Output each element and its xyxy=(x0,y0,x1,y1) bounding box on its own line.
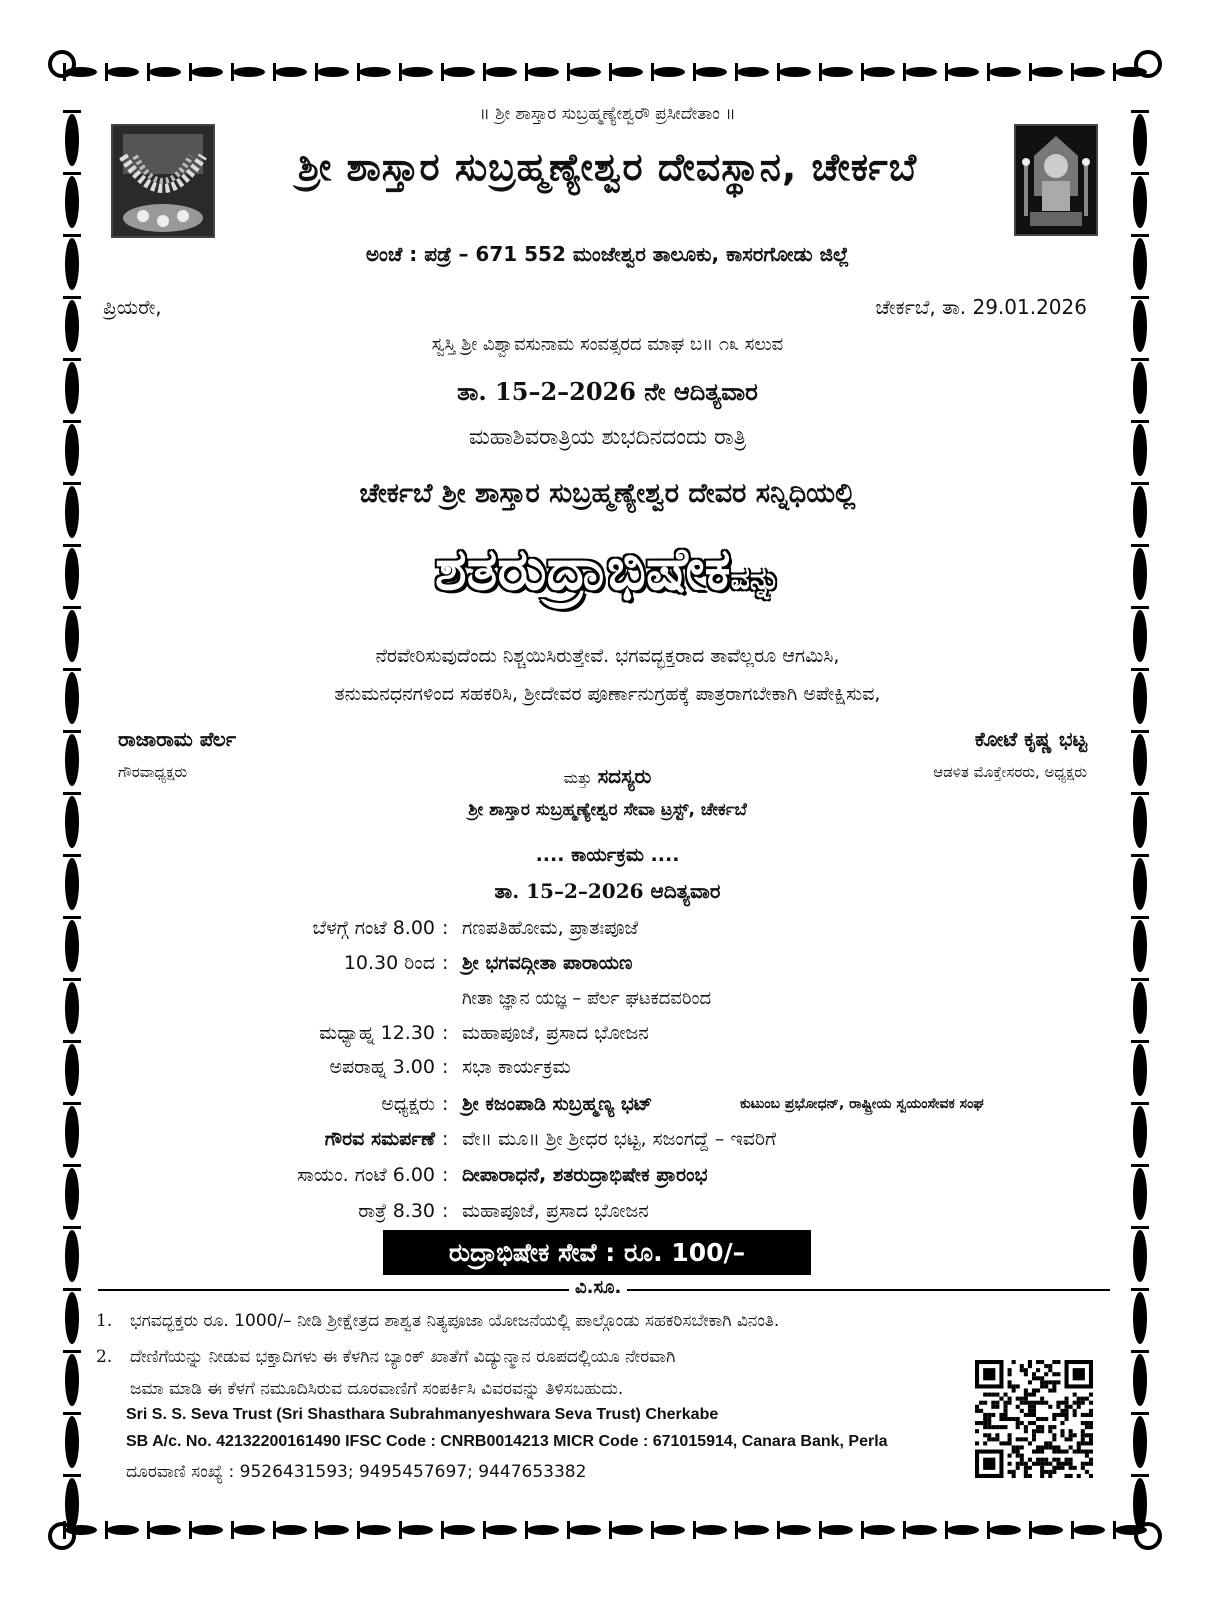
program-description: ಶ್ರೀ ಕಜಂಪಾಡಿ ಸುಬ್ರಹ್ಮಣ್ಯ ಭಟ್ xyxy=(462,1093,653,1115)
program-date: ತಾ. 15–2–2026 ಆದಿತ್ಯವಾರ xyxy=(494,879,721,903)
letter-line-4: ಚೇರ್ಕಬೆ ಶ್ರೀ ಶಾಸ್ತಾರ ಸುಬ್ರಹ್ಮಣ್ಯೇಶ್ವರ ದೇವರ ಸನ್ನಿಧಿಯಲ್ಲಿ xyxy=(359,478,856,509)
seva-fee-box: ರುದ್ರಾಭಿಷೇಕ ಸೇವೆ : ರೂ. 100/– xyxy=(383,1230,811,1275)
program-row xyxy=(100,952,1110,984)
program-heading: .... ಕಾರ್ಯಕ್ರಮ .... xyxy=(535,844,680,866)
program-row xyxy=(100,1022,1110,1054)
program-time: ಸಾಯಂ. ಗಂಟೆ 6.00 xyxy=(297,1164,435,1186)
program-description: ದೀಪಾರಾಧನೆ, ಶತರುದ್ರಾಭಿಷೇಕ ಪ್ರಾರಂಭ xyxy=(462,1164,708,1186)
right-signatory-role: ಆಡಳಿತ ಮೊಕ್ತೇಸರರು, ಅಧ್ಯಕ್ಷರು xyxy=(933,763,1087,781)
program-time: ಗೌರವ ಸಮರ್ಪಣೆ xyxy=(324,1128,435,1150)
note-1: ಭಗವದ್ಭಕ್ತರು ರೂ. 1000/– ನೀಡಿ ಶ್ರೀಕ್ಷೇತ್ರದ ಶಾಶ್ವತ ನಿತ್ಯಪೂಜಾ ಯೋಜನೆಯಲ್ಲಿ ಪಾಲ್ಗೊಂಡು ಸಹಕರಿಸಬೇಕಾಗಿ ವಿನಂತಿ. xyxy=(130,1311,780,1331)
program-row xyxy=(100,917,1110,949)
program-description: ಶ್ರೀ ಭಗವದ್ಗೀತಾ ಪಾರಾಯಣ xyxy=(462,952,633,974)
program-row xyxy=(100,1056,1110,1088)
program-colon: : xyxy=(442,917,449,939)
program-colon: : xyxy=(442,952,449,974)
letter-line-3: ಮಹಾಶಿವರಾತ್ರಿಯ ಶುಭದಿನದಂದು ರಾತ್ರಿ xyxy=(468,425,747,450)
place-date: ಚೇರ್ಕಬೆ, ತಾ. 29.01.2026 xyxy=(875,295,1087,319)
program-colon: : xyxy=(442,1128,449,1150)
members-label: ಸದಸ್ಯರು xyxy=(597,764,652,788)
program-time: ಅಧ್ಯಕ್ಷರು xyxy=(381,1093,435,1115)
temple-name: ಶ್ರೀ ಶಾಸ್ತಾರ ಸುಬ್ರಹ್ಮಣ್ಯೇಶ್ವರ ದೇವಸ್ಥಾನ, ಚೇರ್ಕಬೆ xyxy=(297,145,918,189)
program-row xyxy=(100,988,1110,1020)
bank-account-name: Sri S. S. Seva Trust (Sri Shasthara Subrahmanyeshwara Seva Trust) Cherkabe xyxy=(126,1406,719,1423)
banner-main: ಶತರುದ್ರಾಭಿಷೇಕ xyxy=(434,535,731,603)
invocation-line: ॥ ಶ್ರೀ ಶಾಸ್ತಾರ ಸುಬ್ರಹ್ಮಣ್ಯೇಶ್ವರೌ ಪ್ರಸೀದೇತಾಂ ॥ xyxy=(479,104,736,124)
members-line xyxy=(0,764,1215,788)
program-description-note: ಕುಟುಂಬ ಪ್ರಭೋಧನ್, ರಾಷ್ಟ್ರೀಯ ಸ್ವಯಂಸೇವಕ ಸಂಘ xyxy=(740,1096,984,1112)
left-signatory-name: ರಾಜಾರಾಮ ಪೆರ್ಲ xyxy=(118,727,237,751)
program-description: ಮಹಾಪೂಜೆ, ಪ್ರಸಾದ ಭೋಜನ xyxy=(462,1200,649,1222)
banner-suffix: ವನ್ನು xyxy=(730,562,781,597)
program-description: ಗೀತಾ ಜ್ಞಾನ ಯಜ್ಞ – ಪೆರ್ಲ ಘಟಕದವರಿಂದ xyxy=(462,988,712,1009)
note-2-line-2: ಜಮಾ ಮಾಡಿ ಈ ಕೆಳಗೆ ನಮೂದಿಸಿರುವ ದೂರವಾಣಿಗೆ ಸಂಪರ್ಕಿಸಿ ವಿವರವನ್ನು ತಿಳಿಸಬಹುದು. xyxy=(130,1379,624,1399)
program-colon: : xyxy=(442,1022,449,1044)
program-row xyxy=(100,1164,1110,1196)
right-signatory-name: ಕೋಟೆ ಕೃಷ್ಣ ಭಟ್ಟ xyxy=(974,727,1087,751)
program-time: ಅಪರಾಹ್ನ 3.00 xyxy=(329,1056,435,1078)
note-2-line-1: ದೇಣಿಗೆಯನ್ನು ನೀಡುವ ಭಕ್ತಾದಿಗಳು ಈ ಕೆಳಗಿನ ಬ್ಯಾಂಕ್ ಖಾತೆಗೆ ವಿದ್ಯುನ್ಮಾನ ರೂಪದಲ್ಲಿಯೂ ನೇರವಾಗಿ xyxy=(130,1347,676,1367)
program-time: ರಾತ್ರೆ 8.30 xyxy=(358,1200,435,1222)
notes-heading: ವಿ.ಸೂ. xyxy=(569,1277,627,1298)
program-colon: : xyxy=(442,1056,449,1078)
program-time: 10.30 ರಿಂದ xyxy=(343,952,435,974)
temple-address: ಅಂಚೆ : ಪಡ್ರೆ – 671 552 ಮಂಜೇಶ್ವರ ತಾಲೂಕು, ಕಾಸರಗೋಡು ಜಿಲ್ಲೆ xyxy=(365,242,850,266)
program-description: ಗಣಪತಿಹೋಮ, ಪ್ರಾತಃಪೂಜೆ xyxy=(462,917,639,939)
event-banner xyxy=(0,535,1215,625)
salutation: ಪ್ರಿಯರೇ, xyxy=(103,295,162,319)
body-line-1: ನೆರವೇರಿಸುವುದೆಂದು ನಿಶ್ಚಯಿಸಿರುತ್ತೇವೆ. ಭಗವದ್ಭಕ್ತರಾದ ತಾವೆಲ್ಲರೂ ಆಗಮಿಸಿ, xyxy=(375,645,840,667)
program-description: ಸಭಾ ಕಾರ್ಯಕ್ರಮ xyxy=(462,1056,571,1078)
program-row xyxy=(100,1128,1110,1160)
left-signatory-role: ಗೌರವಾಧ್ಯಕ್ಷರು xyxy=(118,763,188,781)
program-colon: : xyxy=(442,1164,449,1186)
trust-name: ಶ್ರೀ ಶಾಸ್ತಾರ ಸುಬ್ರಹ್ಮಣ್ಯೇಶ್ವರ ಸೇವಾ ಟ್ರಸ್ಟ್, ಚೇರ್ಕಬೆ xyxy=(468,800,747,820)
program-row xyxy=(100,1093,1110,1125)
program-colon: : xyxy=(442,1093,449,1115)
program-description: ಮಹಾಪೂಜೆ, ಪ್ರಸಾದ ಭೋಜನ xyxy=(462,1022,649,1044)
note-1-number: 1. xyxy=(96,1311,113,1331)
program-time: ಬೆಳಗ್ಗೆ ಗಂಟೆ 8.00 xyxy=(312,917,435,939)
letter-line-1: ಸ್ವಸ್ತಿ ಶ್ರೀ ವಿಶ್ವಾವಸುನಾಮ ಸಂವತ್ಸರದ ಮಾಘ ಬ॥ ೧೩ ಸಲುವ xyxy=(431,334,784,355)
bank-account-details: SB A/c. No. 42132200161490 IFSC Code : CNRB0014213 MICR Code : 671015914, Canara Bank, Perla xyxy=(126,1433,888,1450)
body-line-2: ತನುಮನಧನಗಳಿಂದ ಸಹಕರಿಸಿ, ಶ್ರೀದೇವರ ಪೂರ್ಣಾನುಗ್ರಹಕ್ಕೆ ಪಾತ್ರರಾಗಬೇಕಾಗಿ ಅಪೇಕ್ಷಿಸುವ, xyxy=(334,683,881,705)
program-description: ವೇ॥ ಮೂ॥ ಶ್ರೀ ಶ್ರೀಧರ ಭಟ್ಟ, ಸಜಂಗದ್ದೆ – ಇವರಿಗೆ xyxy=(462,1128,777,1150)
qr-code xyxy=(975,1360,1093,1478)
program-colon: : xyxy=(442,1200,449,1222)
members-prefix: ಮತ್ತು xyxy=(563,769,592,787)
note-2-number: 2. xyxy=(96,1347,113,1367)
program-row xyxy=(100,1200,1110,1232)
phone-numbers: ದೂರವಾಣಿ ಸಂಖ್ಯೆ : 9526431593; 9495457697; 9447653382 xyxy=(126,1462,587,1482)
event-date: ತಾ. 15–2–2026 ನೇ ಆದಿತ್ಯವಾರ xyxy=(457,377,758,406)
program-time: ಮಧ್ಯಾಹ್ನ 12.30 xyxy=(319,1022,435,1044)
